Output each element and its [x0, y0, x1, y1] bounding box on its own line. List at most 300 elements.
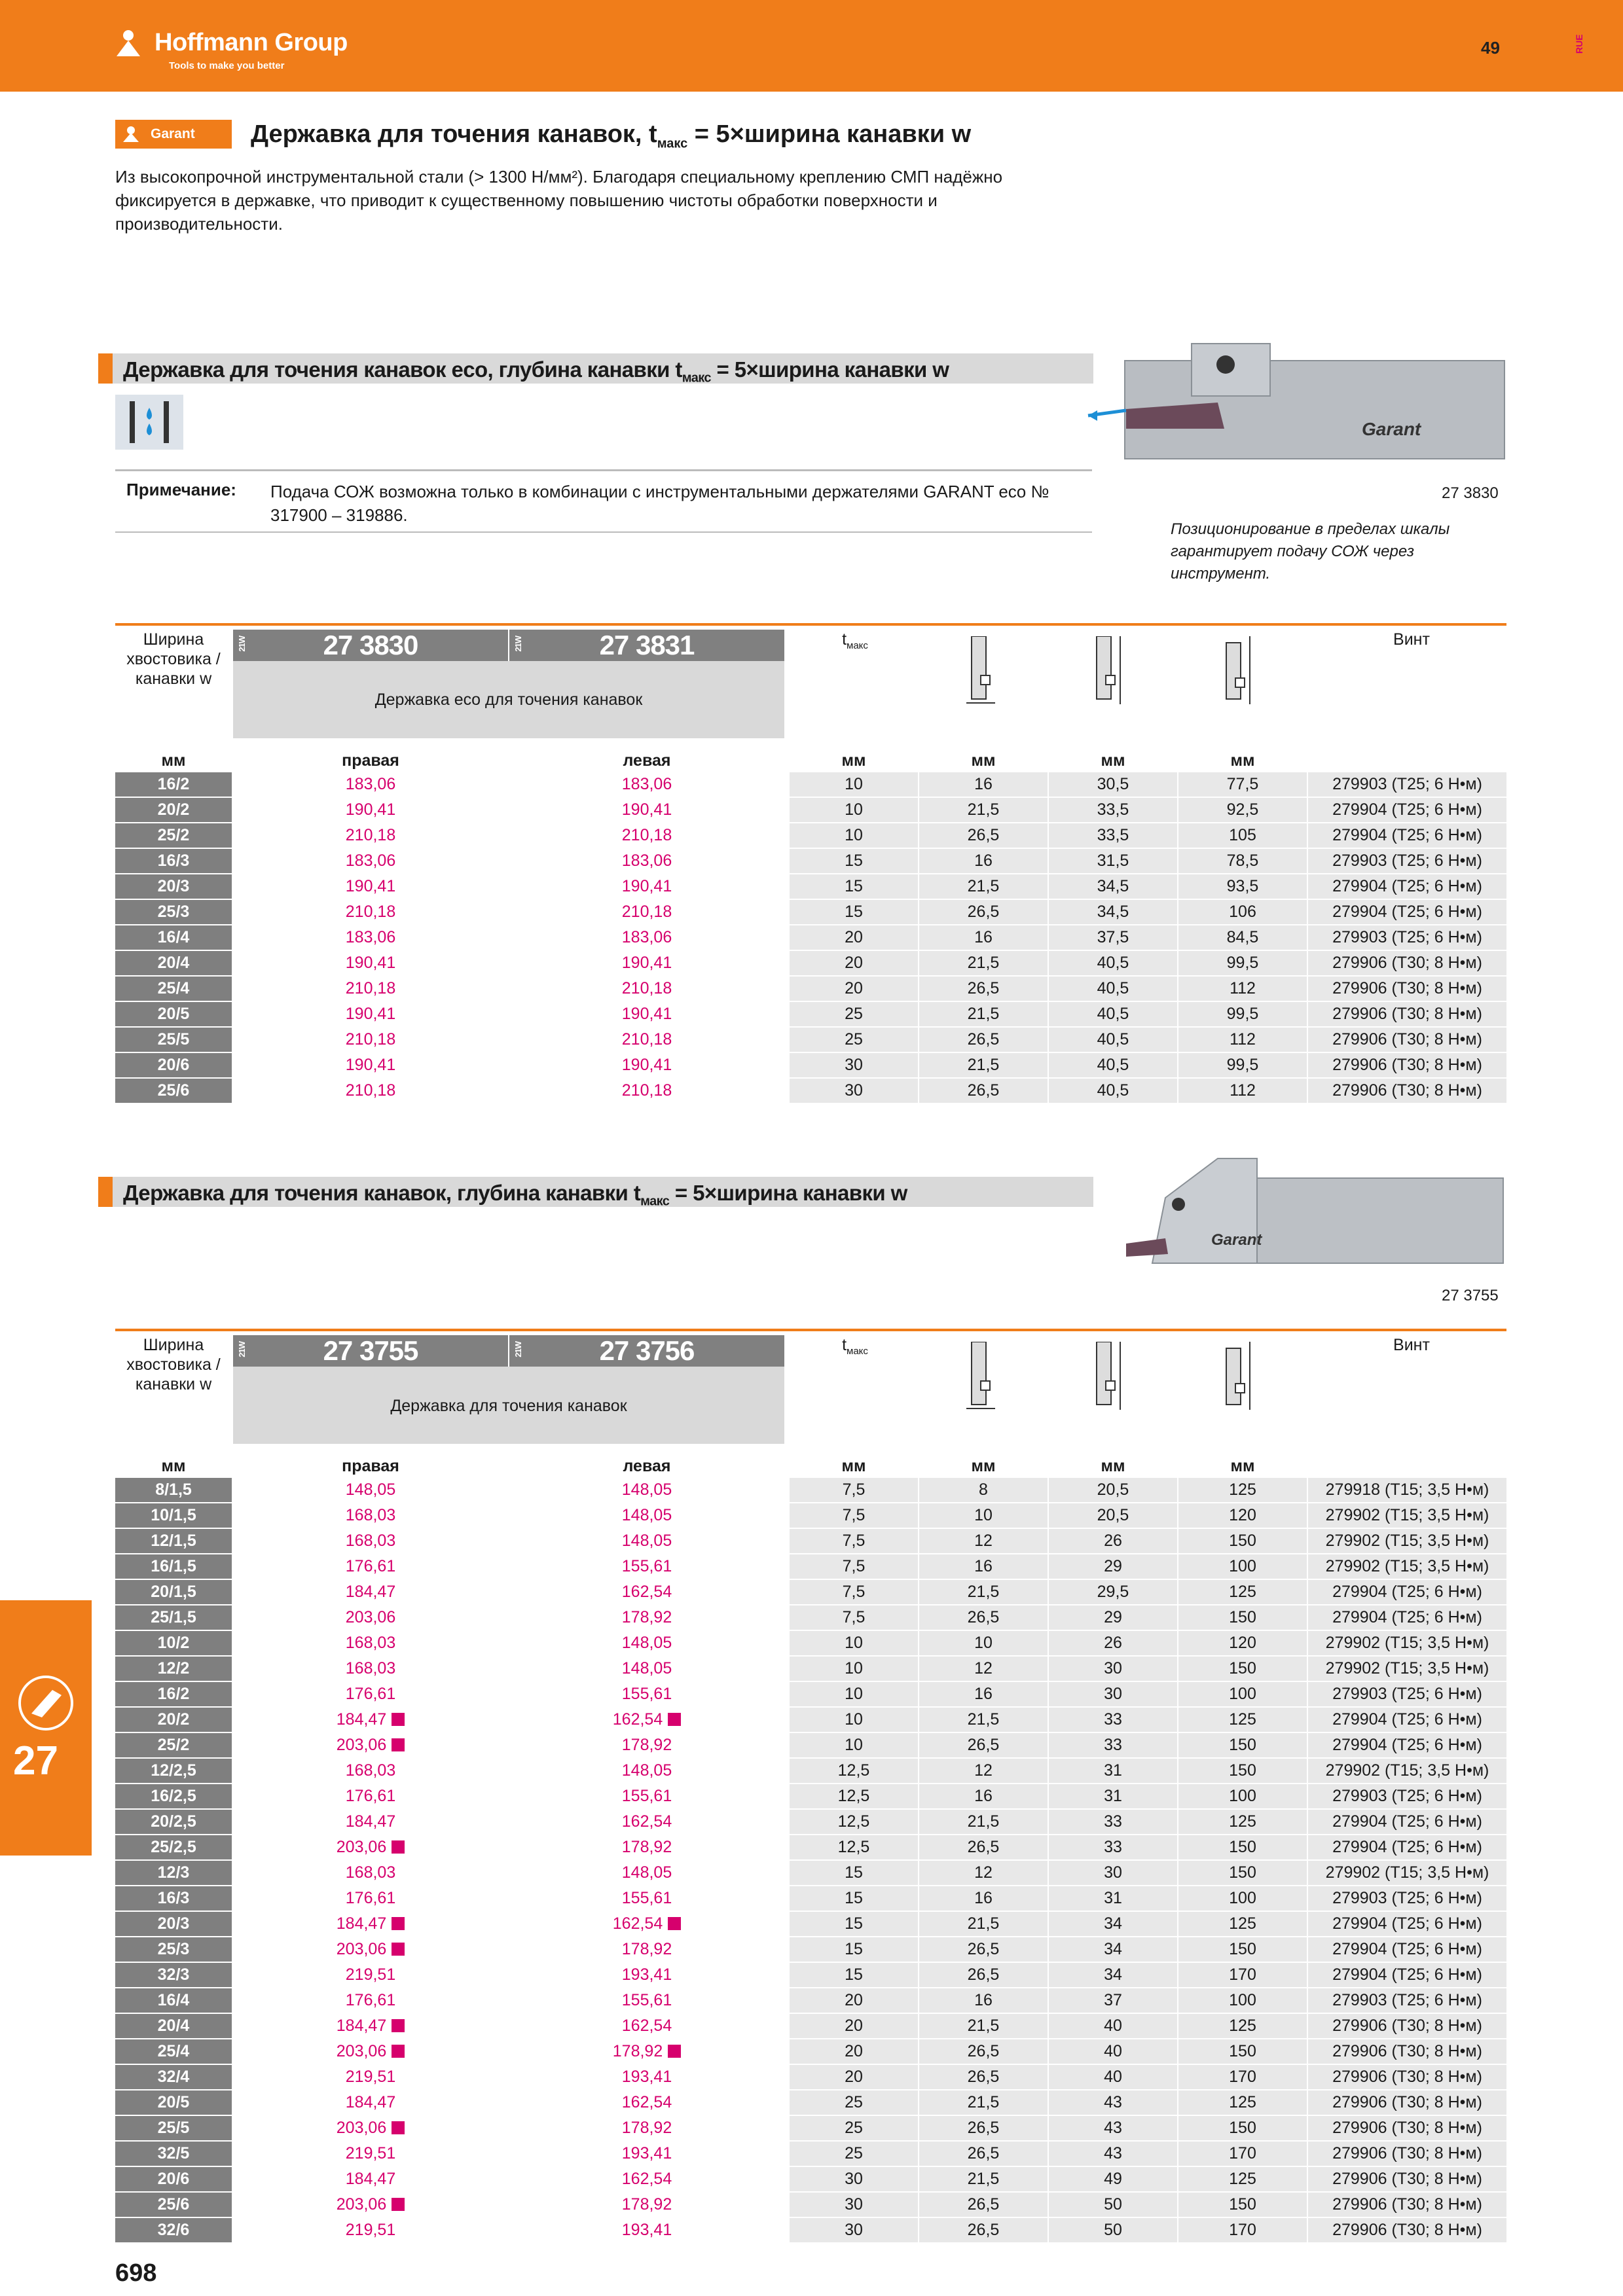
- table-row: [115, 977, 1506, 1002]
- dimension-value: 21,5: [919, 2167, 1048, 2191]
- dimension-value: 30: [1049, 1682, 1177, 1706]
- dimension-value: 112: [1178, 1028, 1307, 1052]
- price-right[interactable]: 219,51: [345, 2144, 396, 2162]
- dimension-value: 112: [1178, 1079, 1307, 1103]
- table-row: [115, 2039, 1506, 2065]
- dimension-value: 43: [1049, 2116, 1177, 2140]
- row-size: 20/2: [115, 798, 232, 822]
- table-row: [115, 2090, 1506, 2116]
- dimension-value: 26: [1049, 1529, 1177, 1553]
- dimension-value: 20: [790, 2014, 918, 2038]
- price-right[interactable]: 176,61: [345, 1991, 396, 2009]
- coolant-icon: [115, 395, 183, 450]
- row-size: 25/3: [115, 1937, 232, 1962]
- dimension-value: 7,5: [790, 1580, 918, 1604]
- price-right[interactable]: 184,47: [233, 1912, 508, 1936]
- price-right[interactable]: 184,47: [345, 2093, 396, 2111]
- table-row: [115, 900, 1506, 925]
- price-right[interactable]: 168,03: [345, 1761, 396, 1780]
- dimension-value: 125: [1178, 1478, 1307, 1502]
- dimension-value: 40,5: [1049, 951, 1177, 975]
- price-left[interactable]: 162,54: [621, 2093, 672, 2111]
- dimension-value: 21,5: [919, 951, 1048, 975]
- dimension-value: 150: [1178, 1835, 1307, 1859]
- table-eco: [115, 623, 1506, 1105]
- unit-label: мм: [161, 1457, 186, 1475]
- dimension-value: 40,5: [1049, 1002, 1177, 1026]
- screw-header: Винт: [1393, 1336, 1430, 1354]
- dimension-value: 50: [1049, 2218, 1177, 2242]
- dimension-value: 30: [790, 2167, 918, 2191]
- table-row: [115, 1733, 1506, 1759]
- row-size: 10/2: [115, 1631, 232, 1655]
- price-left[interactable]: 155,61: [621, 1557, 672, 1575]
- price-left[interactable]: 162,54: [621, 1812, 672, 1831]
- price-left[interactable]: 148,05: [621, 1634, 672, 1652]
- dimension-value: 25: [790, 1002, 918, 1026]
- dimension-value: 12: [919, 1657, 1048, 1681]
- dimension-value: 10: [790, 1657, 918, 1681]
- price-right[interactable]: 190,41: [345, 877, 396, 895]
- dimension-value: 77,5: [1178, 772, 1307, 797]
- dimension-value: 37,5: [1049, 925, 1177, 950]
- price-left[interactable]: 178,92: [621, 2195, 672, 2214]
- table-row: [115, 1605, 1506, 1631]
- table-row: [115, 1631, 1506, 1657]
- price-right[interactable]: 176,61: [345, 1889, 396, 1907]
- dimension-value: 7,5: [790, 1605, 918, 1630]
- dimension-value: 25: [790, 2090, 918, 2115]
- price-left[interactable]: 193,41: [621, 2068, 672, 2086]
- price-left[interactable]: 155,61: [621, 1889, 672, 1907]
- price-left[interactable]: 210,18: [621, 1030, 672, 1049]
- screw-spec: 279903 (T25; 6 Н•м): [1308, 849, 1506, 873]
- price-left[interactable]: 148,05: [621, 1480, 672, 1499]
- price-right[interactable]: 183,06: [345, 928, 396, 946]
- dimension-value: 26: [1049, 1631, 1177, 1655]
- screw-spec: 279903 (T25; 6 Н•м): [1308, 772, 1506, 797]
- price-left[interactable]: 148,05: [621, 1863, 672, 1882]
- svg-text:Garant: Garant: [1211, 1231, 1262, 1249]
- price-left[interactable]: 162,54: [621, 2170, 672, 2188]
- product-image-273755: [1126, 1152, 1506, 1283]
- positioning-note: Позиционирование в пределах шкалы гарантирует подачу СОЖ через инструмент.: [1171, 520, 1450, 583]
- article-273831[interactable]: 21W 27 3831: [509, 630, 784, 661]
- screw-spec: 279906 (T30; 8 Н•м): [1308, 1079, 1506, 1103]
- dimension-value: 150: [1178, 2116, 1307, 2140]
- unit-label: мм: [1101, 751, 1125, 770]
- price-right[interactable]: 203,06: [233, 2193, 508, 2217]
- screw-spec: 279906 (T30; 8 Н•м): [1308, 2065, 1506, 2089]
- screw-spec: 279904 (T25; 6 Н•м): [1308, 1963, 1506, 1987]
- price-left[interactable]: 190,41: [621, 954, 672, 972]
- row-size: 25/4: [115, 2039, 232, 2064]
- price-left[interactable]: 210,18: [621, 1081, 672, 1100]
- dimension-schematic-2-icon: [1094, 1342, 1123, 1411]
- table-row: [115, 925, 1506, 951]
- price-right[interactable]: 210,18: [345, 1030, 396, 1049]
- price-right[interactable]: 219,51: [345, 1965, 396, 1984]
- price-right[interactable]: 176,61: [345, 1787, 396, 1805]
- price-right[interactable]: 148,05: [345, 1480, 396, 1499]
- dimension-value: 26,5: [919, 2116, 1048, 2140]
- price-left[interactable]: 155,61: [621, 1685, 672, 1703]
- screw-spec: 279904 (T25; 6 Н•м): [1308, 874, 1506, 899]
- price-right[interactable]: 203,06: [345, 1608, 396, 1626]
- price-left[interactable]: 178,92: [621, 1736, 672, 1754]
- table-row: [115, 849, 1506, 874]
- dimension-schematic-1-icon: [966, 1342, 995, 1411]
- screw-spec: 279906 (T30; 8 Н•м): [1308, 2090, 1506, 2115]
- price-right[interactable]: 210,18: [345, 979, 396, 997]
- availability-marker-icon: [668, 1713, 681, 1726]
- availability-marker-icon: [392, 2045, 405, 2058]
- price-left[interactable]: 183,06: [621, 928, 672, 946]
- price-left[interactable]: 193,41: [621, 2144, 672, 2162]
- dimension-value: 12: [919, 1759, 1048, 1783]
- price-left[interactable]: 178,92: [509, 2039, 784, 2064]
- price-right[interactable]: 183,06: [345, 775, 396, 793]
- dimension-value: 100: [1178, 1886, 1307, 1910]
- dimension-value: 12,5: [790, 1759, 918, 1783]
- image-caption-273755: 27 3755: [1442, 1287, 1499, 1304]
- price-right[interactable]: 168,03: [345, 1532, 396, 1550]
- dimension-value: 105: [1178, 823, 1307, 848]
- table-row: [115, 1053, 1506, 1079]
- row-size: 25/2,5: [115, 1835, 232, 1859]
- dimension-value: 10: [790, 1682, 918, 1706]
- price-right[interactable]: 176,61: [345, 1685, 396, 1703]
- price-right[interactable]: 219,51: [345, 2068, 396, 2086]
- dimension-value: 92,5: [1178, 798, 1307, 822]
- dimension-value: 34,5: [1049, 874, 1177, 899]
- table-row: [115, 1963, 1506, 1988]
- row-size: 20/5: [115, 1002, 232, 1026]
- table-row: [115, 1554, 1506, 1580]
- dimension-value: 100: [1178, 1682, 1307, 1706]
- dimension-value: 33,5: [1049, 798, 1177, 822]
- price-left[interactable]: 178,92: [621, 1608, 672, 1626]
- price-left[interactable]: 190,41: [621, 1056, 672, 1074]
- dimension-value: 100: [1178, 1784, 1307, 1808]
- screw-spec: 279904 (T25; 6 Н•м): [1308, 1708, 1506, 1732]
- dimension-value: 33: [1049, 1708, 1177, 1732]
- table-row: [115, 1708, 1506, 1733]
- dimension-value: 106: [1178, 900, 1307, 924]
- price-left[interactable]: 210,18: [621, 979, 672, 997]
- dimension-value: 26,5: [919, 900, 1048, 924]
- screw-spec: 279902 (T15; 3,5 Н•м): [1308, 1529, 1506, 1553]
- price-right[interactable]: 184,47: [233, 2014, 508, 2038]
- price-right[interactable]: 190,41: [345, 954, 396, 972]
- dimension-value: 21,5: [919, 1912, 1048, 1936]
- unit-label: мм: [1230, 1457, 1255, 1475]
- price-left[interactable]: 148,05: [621, 1532, 672, 1550]
- dimension-value: 15: [790, 1886, 918, 1910]
- unit-label: правая: [342, 1457, 399, 1475]
- screw-spec: 279902 (T15; 3,5 Н•м): [1308, 1861, 1506, 1885]
- dimension-value: 15: [790, 1912, 918, 1936]
- row-size: 16/1,5: [115, 1554, 232, 1579]
- table-row: [115, 1478, 1506, 1503]
- dimension-value: 26,5: [919, 977, 1048, 1001]
- note-label: Примечание:: [126, 480, 236, 499]
- dimension-value: 40,5: [1049, 1028, 1177, 1052]
- price-right[interactable]: 203,06: [233, 2039, 508, 2064]
- price-left[interactable]: 193,41: [621, 2221, 672, 2239]
- article-273830[interactable]: 21W 27 3830: [233, 630, 508, 661]
- table-row: [115, 2065, 1506, 2090]
- note-divider-bottom: [115, 531, 1092, 533]
- screw-spec: 279904 (T25; 6 Н•м): [1308, 1605, 1506, 1630]
- dimension-value: 33,5: [1049, 823, 1177, 848]
- dimension-value: 15: [790, 874, 918, 899]
- dimension-value: 20: [790, 1988, 918, 2013]
- price-right[interactable]: 203,06: [233, 1937, 508, 1962]
- row-size: 25/2: [115, 823, 232, 848]
- dimension-value: 125: [1178, 2090, 1307, 2115]
- dimension-value: 125: [1178, 1810, 1307, 1834]
- dimension-value: 25: [790, 2142, 918, 2166]
- price-right[interactable]: 219,51: [345, 2221, 396, 2239]
- dimension-value: 20: [790, 2039, 918, 2064]
- table-row: [115, 951, 1506, 977]
- table-row: [115, 1028, 1506, 1053]
- availability-marker-icon: [668, 2045, 681, 2058]
- price-right[interactable]: 184,47: [233, 1708, 508, 1732]
- price-left[interactable]: 190,41: [621, 1005, 672, 1023]
- dimension-value: 26,5: [919, 2218, 1048, 2242]
- dimension-schematic-3-icon: [1225, 636, 1254, 706]
- dimension-value: 31,5: [1049, 849, 1177, 873]
- screw-spec: 279906 (T30; 8 Н•м): [1308, 2142, 1506, 2166]
- dimension-value: 20,5: [1049, 1503, 1177, 1528]
- price-left[interactable]: 162,54: [621, 2017, 672, 2035]
- dimension-value: 12,5: [790, 1784, 918, 1808]
- price-left[interactable]: 193,41: [621, 1965, 672, 1984]
- screw-spec: 279906 (T30; 8 Н•м): [1308, 1053, 1506, 1077]
- dimension-value: 37: [1049, 1988, 1177, 2013]
- unit-label: мм: [971, 751, 996, 770]
- price-left[interactable]: 190,41: [621, 877, 672, 895]
- row-size: 20/1,5: [115, 1580, 232, 1604]
- price-left[interactable]: 162,54: [621, 1583, 672, 1601]
- price-left[interactable]: 210,18: [621, 826, 672, 844]
- dimension-value: 30: [790, 2193, 918, 2217]
- screw-spec: 279903 (T25; 6 Н•м): [1308, 1988, 1506, 2013]
- price-right[interactable]: 203,06: [233, 2116, 508, 2140]
- dimension-value: 21,5: [919, 798, 1048, 822]
- row-size: 16/2,5: [115, 1784, 232, 1808]
- price-left[interactable]: 148,05: [621, 1506, 672, 1524]
- dimension-value: 16: [919, 1554, 1048, 1579]
- table-row: [115, 1835, 1506, 1861]
- screw-spec: 279904 (T25; 6 Н•м): [1308, 1912, 1506, 1936]
- dimension-value: 10: [790, 772, 918, 797]
- price-left[interactable]: 178,92: [621, 1838, 672, 1856]
- table-row: [115, 1529, 1506, 1554]
- price-left[interactable]: 210,18: [621, 903, 672, 921]
- table-row: [115, 2116, 1506, 2142]
- price-right[interactable]: 184,47: [345, 1812, 396, 1831]
- dimension-value: 10: [790, 1708, 918, 1732]
- article-273756[interactable]: 21W 27 3756: [509, 1335, 784, 1367]
- dimension-value: 125: [1178, 1912, 1307, 1936]
- garant-badge: [115, 120, 232, 149]
- dimension-value: 12: [919, 1529, 1048, 1553]
- table-row: [115, 1759, 1506, 1784]
- price-left[interactable]: 148,05: [621, 1659, 672, 1677]
- dimension-value: 150: [1178, 2193, 1307, 2217]
- row-size: 20/6: [115, 1053, 232, 1077]
- section1-bar: [98, 353, 1093, 384]
- table-row: [115, 1784, 1506, 1810]
- dimension-value: 30: [790, 2218, 918, 2242]
- availability-marker-icon: [392, 1738, 405, 1751]
- availability-marker-icon: [668, 1917, 681, 1930]
- dimension-value: 30: [790, 1079, 918, 1103]
- article-273755[interactable]: 21W 27 3755: [233, 1335, 508, 1367]
- dimension-value: 20: [790, 925, 918, 950]
- price-right[interactable]: 183,06: [345, 852, 396, 870]
- price-left[interactable]: 148,05: [621, 1761, 672, 1780]
- dimension-value: 49: [1049, 2167, 1177, 2191]
- price-right[interactable]: 190,41: [345, 800, 396, 819]
- row-size: 25/5: [115, 1028, 232, 1052]
- dimension-value: 21,5: [919, 1580, 1048, 1604]
- intro-text: Из высокопрочной инструментальной стали (> 1300 Н/мм²). Благодаря специальному креплению СМП надёжно фиксируется в державке, что приводит к существенному повышению чистоты обработки поверхности и производительности.: [115, 167, 1003, 234]
- col-width-header: Ширина хвостовика / канавки w: [126, 1336, 221, 1393]
- unit-label: мм: [161, 751, 186, 770]
- price-right[interactable]: 203,06: [233, 1733, 508, 1757]
- price-right[interactable]: 184,47: [345, 2170, 396, 2188]
- price-left[interactable]: 162,54: [509, 1912, 784, 1936]
- dimension-value: 16: [919, 1886, 1048, 1910]
- price-left[interactable]: 155,61: [621, 1787, 672, 1805]
- dimension-value: 16: [919, 849, 1048, 873]
- price-left[interactable]: 162,54: [509, 1708, 784, 1732]
- price-right[interactable]: 168,03: [345, 1634, 396, 1652]
- unit-label: правая: [342, 751, 399, 770]
- dimension-value: 21,5: [919, 1708, 1048, 1732]
- dimension-value: 26,5: [919, 823, 1048, 848]
- row-size: 25/6: [115, 1079, 232, 1103]
- screw-spec: 279906 (T30; 8 Н•м): [1308, 2167, 1506, 2191]
- row-size: 20/3: [115, 874, 232, 899]
- dimension-value: 20: [790, 977, 918, 1001]
- dimension-value: 26,5: [919, 1605, 1048, 1630]
- table-standard: [115, 1329, 1506, 2284]
- screw-spec: 279906 (T30; 8 Н•м): [1308, 1028, 1506, 1052]
- unit-label: левая: [623, 751, 671, 770]
- price-right[interactable]: 203,06: [233, 1835, 508, 1859]
- grooving-insert-icon: [18, 1676, 73, 1731]
- dimension-value: 26,5: [919, 1835, 1048, 1859]
- price-left[interactable]: 178,92: [621, 2119, 672, 2137]
- dimension-value: 40: [1049, 2065, 1177, 2089]
- price-right[interactable]: 168,03: [345, 1506, 396, 1524]
- dimension-value: 150: [1178, 1937, 1307, 1962]
- availability-marker-icon: [392, 2019, 405, 2032]
- dimension-value: 31: [1049, 1759, 1177, 1783]
- row-size: 25/5: [115, 2116, 232, 2140]
- table-row: [115, 1079, 1506, 1104]
- col-width-header: Ширина хвостовика / канавки w: [126, 630, 221, 688]
- dimension-value: 26,5: [919, 2193, 1048, 2217]
- dimension-value: 16: [919, 1988, 1048, 2013]
- row-size: 20/2: [115, 1708, 232, 1732]
- price-left[interactable]: 190,41: [621, 800, 672, 819]
- screw-spec: 279902 (T15; 3,5 Н•м): [1308, 1554, 1506, 1579]
- table-description: Державка eco для точения канавок: [233, 661, 784, 738]
- unit-label: мм: [1230, 751, 1255, 770]
- dimension-value: 150: [1178, 1861, 1307, 1885]
- dimension-value: 125: [1178, 2014, 1307, 2038]
- dimension-value: 31: [1049, 1886, 1177, 1910]
- dimension-value: 26,5: [919, 1079, 1048, 1103]
- price-left[interactable]: 183,06: [621, 775, 672, 793]
- row-size: 20/4: [115, 951, 232, 975]
- price-right[interactable]: 190,41: [345, 1056, 396, 1074]
- dimension-value: 16: [919, 1784, 1048, 1808]
- table-row: [115, 2193, 1506, 2218]
- dimension-value: 20,5: [1049, 1478, 1177, 1502]
- dimension-value: 125: [1178, 1580, 1307, 1604]
- dimension-value: 25: [790, 2116, 918, 2140]
- chapter-number: 27: [13, 1738, 58, 1784]
- dimension-value: 12: [919, 1861, 1048, 1885]
- dimension-value: 31: [1049, 1784, 1177, 1808]
- dimension-value: 10: [790, 1631, 918, 1655]
- availability-marker-icon: [392, 2121, 405, 2134]
- price-right[interactable]: 210,18: [345, 903, 396, 921]
- image-caption-273830: 27 3830: [1442, 484, 1499, 502]
- chapter-tab[interactable]: [0, 1600, 92, 1856]
- dimension-value: 12,5: [790, 1810, 918, 1834]
- price-left[interactable]: 178,92: [621, 1940, 672, 1958]
- price-right[interactable]: 210,18: [345, 826, 396, 844]
- section2-title: Державка для точения канавок, глубина канавки $t_{макс}$ = 5×ширина канавки w: [123, 1181, 907, 1209]
- dimension-value: 150: [1178, 1605, 1307, 1630]
- row-size: 10/1,5: [115, 1503, 232, 1528]
- dimension-value: 40,5: [1049, 977, 1177, 1001]
- screw-spec: 279906 (T30; 8 Н•м): [1308, 2014, 1506, 2038]
- screw-spec: 279904 (T25; 6 Н•м): [1308, 900, 1506, 924]
- price-right[interactable]: 190,41: [345, 1005, 396, 1023]
- price-left[interactable]: 155,61: [621, 1991, 672, 2009]
- price-left[interactable]: 183,06: [621, 852, 672, 870]
- dimension-value: 50: [1049, 2193, 1177, 2217]
- row-size: 25/3: [115, 900, 232, 924]
- dimension-value: 33: [1049, 1835, 1177, 1859]
- price-right[interactable]: 168,03: [345, 1863, 396, 1882]
- dimension-value: 99,5: [1178, 1053, 1307, 1077]
- price-right[interactable]: 184,47: [345, 1583, 396, 1601]
- table-row: [115, 2142, 1506, 2167]
- dimension-value: 20: [790, 951, 918, 975]
- garant-logo-icon: [122, 125, 148, 143]
- price-right[interactable]: 168,03: [345, 1659, 396, 1677]
- dimension-value: 26,5: [919, 1963, 1048, 1987]
- price-right[interactable]: 210,18: [345, 1081, 396, 1100]
- row-size: 16/2: [115, 772, 232, 797]
- price-right[interactable]: 176,61: [345, 1557, 396, 1575]
- availability-marker-icon: [392, 1840, 405, 1854]
- dimension-value: 30: [1049, 1657, 1177, 1681]
- unit-label: левая: [623, 1457, 671, 1475]
- row-size: 20/2,5: [115, 1810, 232, 1834]
- unit-label: мм: [971, 1457, 996, 1475]
